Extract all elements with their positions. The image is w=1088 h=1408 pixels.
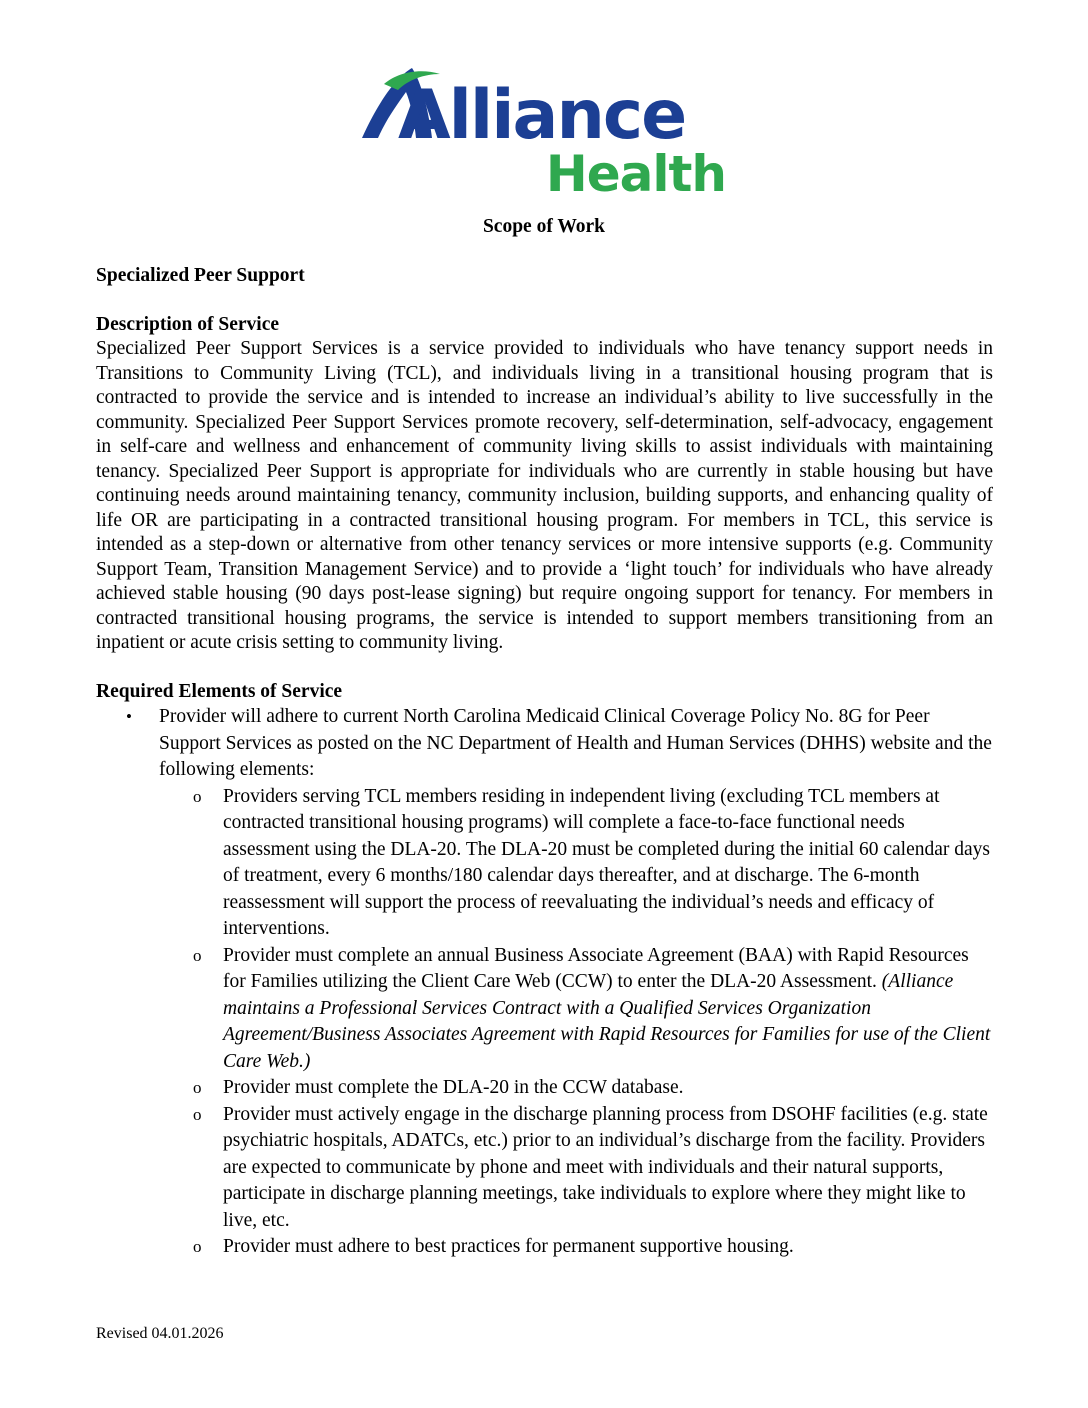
logo-wordmark: Alliance bbox=[398, 76, 686, 155]
service-name-heading: Specialized Peer Support bbox=[96, 265, 305, 286]
sub-list bbox=[159, 784, 993, 1261]
sub-list-item bbox=[159, 784, 993, 943]
sub-item-text: Provider must complete the DLA-20 in the CCW database. bbox=[223, 1077, 684, 1098]
sub-list-item bbox=[159, 1102, 993, 1235]
sub-item-text: Providers serving TCL members residing in independent living (excluding TCL members at contracted transitional housing programs) will complete a face-to-face functional needs assessment using the DLA-20. The DLA-20 must be completed during the initial 60 calendar days of treatment, every 6 months/180 calendar days thereafter, and at discharge. The 6-month reassessment will support the process of reevaluating the individual’s needs and efficacy of interventions. bbox=[223, 785, 991, 939]
bullet-text: Provider will adhere to current North Carolina Medicaid Clinical Coverage Policy No. 8G for Peer Support Services as posted on the NC Department of Health and Human Services (DHHS) website and the following elements: bbox=[159, 706, 992, 780]
sub-bullet-icon: o bbox=[193, 1237, 202, 1256]
page-title: Scope of Work bbox=[482, 216, 606, 237]
sub-bullet-icon: o bbox=[193, 1104, 202, 1124]
description-heading: Description of Service bbox=[96, 313, 280, 335]
bullet-icon: • bbox=[126, 707, 132, 726]
logo-subword: Health bbox=[545, 145, 726, 198]
sub-item-text: Provider must complete an annual Business Associate Agreement (BAA) with Rapid Resources for Families utilizing the Client Care Web (CCW) to enter the DLA-20 Assessment. bbox=[223, 944, 969, 992]
sub-list-item bbox=[159, 1075, 993, 1102]
sub-item-italic-note: (Alliance maintains a Professional Services Contract with a Qualified Services Organization Agreement/Business Associates Agreement with Rapid Resources for Families for use of the Client Care Web.) bbox=[223, 971, 991, 1072]
sub-bullet-icon: o bbox=[193, 1078, 202, 1097]
description-paragraph: Specialized Peer Support Services is a service provided to individuals who have tenancy support needs in Transitions to Community Living (TCL), and individuals living in a transitional housing program that is contracted to provide the service and is intended to increase an individual’s ability to live successfully in the community. Specialized Peer Support Services promote recovery, self-determination, self-advocacy, engagement in self-care and wellness and enhancement of community living skills to assist individuals with maintaining tenancy. Specialized Peer Support is appropriate for individuals who are currently in stable housing but have continuing needs around maintaining tenancy, community inclusion, building supports, and enhancing quality of life OR are participating in a contracted transitional housing program. For members in TCL, this service is intended as a step-down or alternative from other tenancy services or more intensive supports (e.g. Community Support Team, Transition Management Service) and to provide a ‘light touch’ for individuals who have already achieved stable housing (90 days post-lease signing) but require ongoing support for tenancy. For members in contracted transitional housing programs, the service is intended to support members transitioning from an inpatient or acute crisis setting to community living. bbox=[96, 338, 993, 653]
revision-footer: Revised 04.01.2026 bbox=[96, 1325, 224, 1342]
sub-item-text: Provider must actively engage in the discharge planning process from DSOHF facilities (e.g. state psychiatric hospitals, ADATCs, etc.) prior to an individual’s discharge from the facility. Providers are expected to communicate by phone and meet with individuals and their natural supports, participate in discharge planning meetings, take individuals to explore where they might like to live, etc. bbox=[223, 1103, 988, 1231]
sub-list-item bbox=[159, 943, 993, 1076]
sub-item-text: Provider must adhere to best practices for permanent supportive housing. bbox=[223, 1236, 794, 1257]
document-body bbox=[96, 264, 993, 1261]
required-elements-list bbox=[96, 704, 993, 1261]
sub-bullet-icon: o bbox=[193, 786, 202, 806]
alliance-health-logo bbox=[0, 58, 1088, 198]
required-elements-heading: Required Elements of Service bbox=[96, 680, 343, 702]
list-item bbox=[96, 704, 993, 1261]
sub-list-item bbox=[159, 1234, 993, 1261]
sub-bullet-icon: o bbox=[193, 945, 202, 965]
